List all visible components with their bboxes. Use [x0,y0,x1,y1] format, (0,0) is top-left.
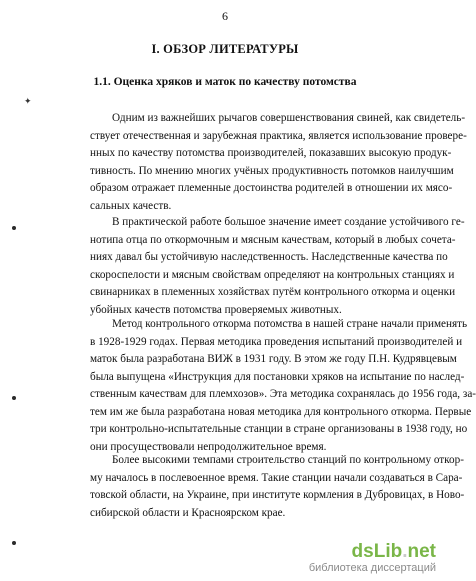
paragraph-line: сальных качеств. [90,199,172,212]
paragraph-line: скороспелости и мясным свойствам определяют на контрольных станциях и [90,268,455,281]
paragraph-line: В практической работе большое значение имеет создание устойчивого ге- [112,216,465,228]
margin-mark: ✦ [24,96,32,106]
paragraph-line: убойных качеств потомства проверяемых животных. [90,303,342,316]
paragraph-line: сибирской области и Красноярском крае. [90,506,286,519]
chapter-title: I. ОБЗОР ЛИТЕРАТУРЫ [151,42,299,56]
paragraph-3 [90,316,476,456]
paragraph-line: маток была разработана ВИЖ в 1931 году. В этом же году П.Н. Кудрявцевым [90,353,457,365]
binding-hole-dot [12,396,16,400]
paragraph-line: три контрольно-испытательные станции в стране организованы в 1938 году, но [90,423,468,435]
paragraph-2 [90,214,465,319]
watermark-logo-main: dsLib [351,541,403,562]
paragraph-line: свинарниках в племенных хозяйствах путём контрольного откорма и оценки [90,286,456,298]
watermark-logo [309,542,436,562]
paragraph-line: тем им же была разработана новая методика для контрольного откорма. Первые [90,405,472,418]
paragraph-line: они просуществовали непродолжительное время. [90,440,327,453]
paragraph-line: товской области, на Украине, при институте кормления в Дубровицах, в Ново- [90,489,465,501]
paragraph-line: Метод контрольного откорма потомства в нашей стране начали применять [112,318,468,330]
binding-hole-dot [12,226,16,230]
binding-hole-dot [12,541,16,545]
watermark-tagline: библиотека диссертаций [308,562,436,574]
watermark-logo-dot: . [402,541,408,562]
paragraph-line: Более высокими темпами строительство станций по контрольному откор- [112,454,464,466]
paragraph-line: нотипа отца по откормочным и мясным качествам, который в любых сочета- [90,233,456,246]
paragraph-line: Одним из важнейших рычагов совершенствования свиней, как свидетель- [112,112,466,124]
watermark-logo-tld: net [407,541,436,562]
watermark [309,542,436,575]
paragraph-line: ствует отечественная и зарубежная практика, является использование провере- [90,129,467,142]
section-title: 1.1. Оценка хряков и маток по качеству потомства [93,76,357,88]
paragraph-line: ниях давал бы устойчивую наследственность. Наследственные качества по [90,251,448,263]
paragraph-line: ственным качествам для племхозов». Эта методика сохранялась до 1956 года, за- [90,388,476,400]
paragraph-1 [90,110,467,215]
page-number: 6 [222,9,228,23]
paragraph-4 [90,452,465,522]
paragraph-line: в 1928-1929 годах. Первая методика проведения испытаний производителей и [90,335,463,348]
paragraph-line: была выпущена «Инструкция для постановки хряков на испытание по наслед- [90,370,465,383]
paragraph-line: му началось в послевоенное время. Такие станции начали создаваться в Сара- [90,471,463,484]
paragraph-line: нных по качеству потомства производителей, показавших высокую продук- [90,147,452,159]
paragraph-line: тивность. По мнению многих учёных продуктивность потомков наилучшим [90,164,454,177]
paragraph-line: образом отражает племенные достоинства родителей в отношении их мясо- [90,182,453,194]
